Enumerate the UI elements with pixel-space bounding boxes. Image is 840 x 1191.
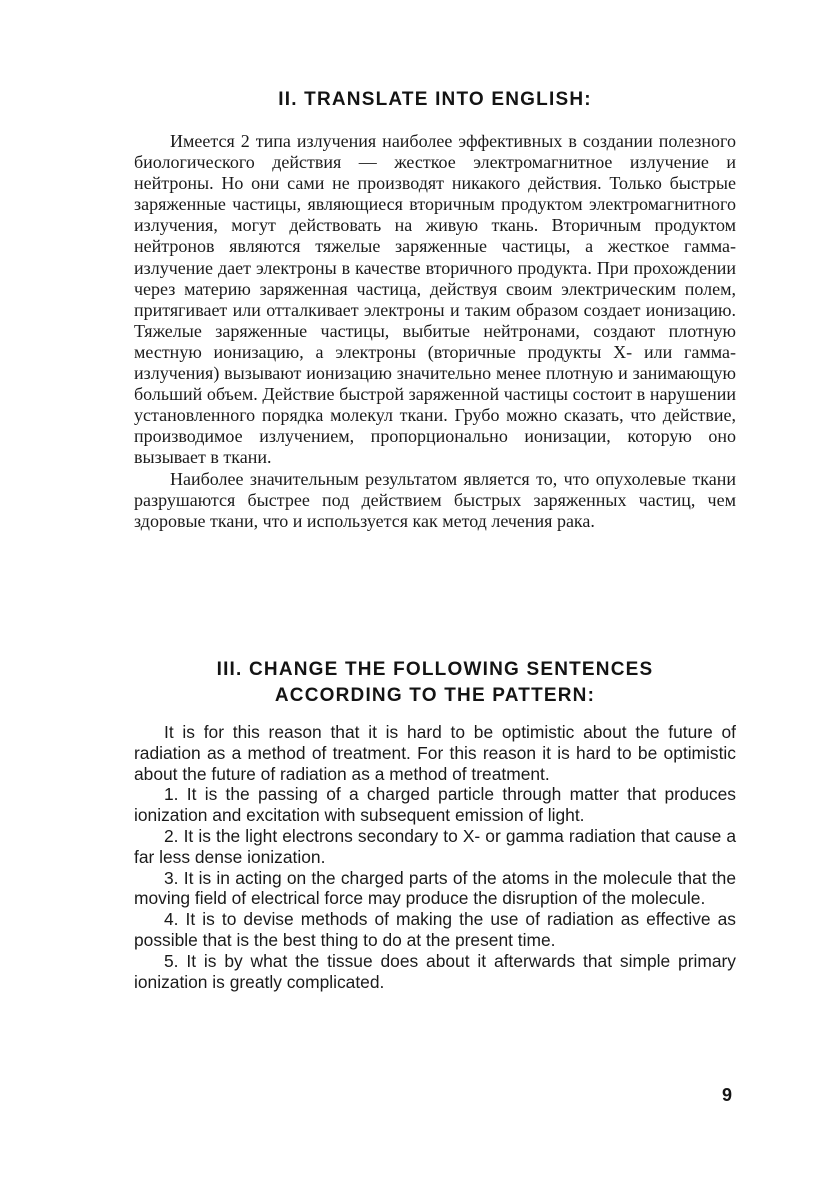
section-2-paragraph: Наиболее значительным результатом является то, что опухолевые ткани разрушаются быстрее под действием быстрых заряженных частиц, чем здоровые ткани, что и используется как метод лечения рака. — [134, 468, 736, 531]
exercise-sentence-3: 3. It is in acting on the charged parts of the atoms in the molecule that the moving field of electrical force may produce the disruption of the molecule. — [134, 867, 736, 909]
section-3-heading-line-1: III. CHANGE THE FOLLOWING SENTENCES — [216, 659, 654, 680]
section-2-heading: II. TRANSLATE INTO ENGLISH: — [278, 89, 592, 110]
section-2-body — [134, 131, 736, 532]
exercise-sentence-2: 2. It is the light electrons secondary to X- or gamma radiation that cause a far less dense ionization. — [134, 825, 736, 867]
section-3-body — [134, 722, 736, 992]
pattern-paragraph: It is for this reason that it is hard to be optimistic about the future of radiation as a method of treatment. For this reason it is hard to be optimistic about the future of radiation as a method of treatment. — [134, 722, 736, 784]
section-3-heading — [134, 657, 736, 709]
section-2-paragraph: Имеется 2 типа излучения наиболее эффективных в создании полезного биологического действия — жесткое электромагнитное излучение и нейтроны. Но они сами не производят никакого действия. Только быстрые заряженные частицы, являющиеся вторичным продуктом электромагнитного излучения, могут действовать на живую ткань. Вторичным продуктом нейтронов являются тяжелые заряженные частицы, а жесткое гамма-излучение дает электроны в качестве вторичного продукта. При прохождении через материю заряженная частица, действуя своим электрическим полем, притягивает или отталкивает электроны и таким образом создает ионизацию. Тяжелые заряженные частицы, выбитые нейтронами, создают плотную местную ионизацию, а электроны (вторичные продукты X- или гамма-излучения) вызывают ионизацию значительно менее плотную и занимающую больший объем. Действие быстрой заряженной частицы состоит в нарушении установленного порядка молекул ткани. Грубо можно сказать, что действие, производимое излучением, пропорционально ионизации, которую оно вызывает в ткани. — [134, 131, 736, 468]
page-number: 9 — [722, 1085, 733, 1105]
exercise-sentence-5: 5. It is by what the tissue does about it afterwards that simple primary ionization is greatly complicated. — [134, 950, 736, 992]
section-3-heading-line-2: ACCORDING TO THE PATTERN: — [274, 685, 596, 706]
exercise-sentence-4: 4. It is to devise methods of making the use of radiation as effective as possible that is the best thing to do at the present time. — [134, 909, 736, 950]
exercise-sentence-1: 1. It is the passing of a charged particle through matter that produces ionization and excitation with subsequent emission of light. — [134, 784, 736, 826]
